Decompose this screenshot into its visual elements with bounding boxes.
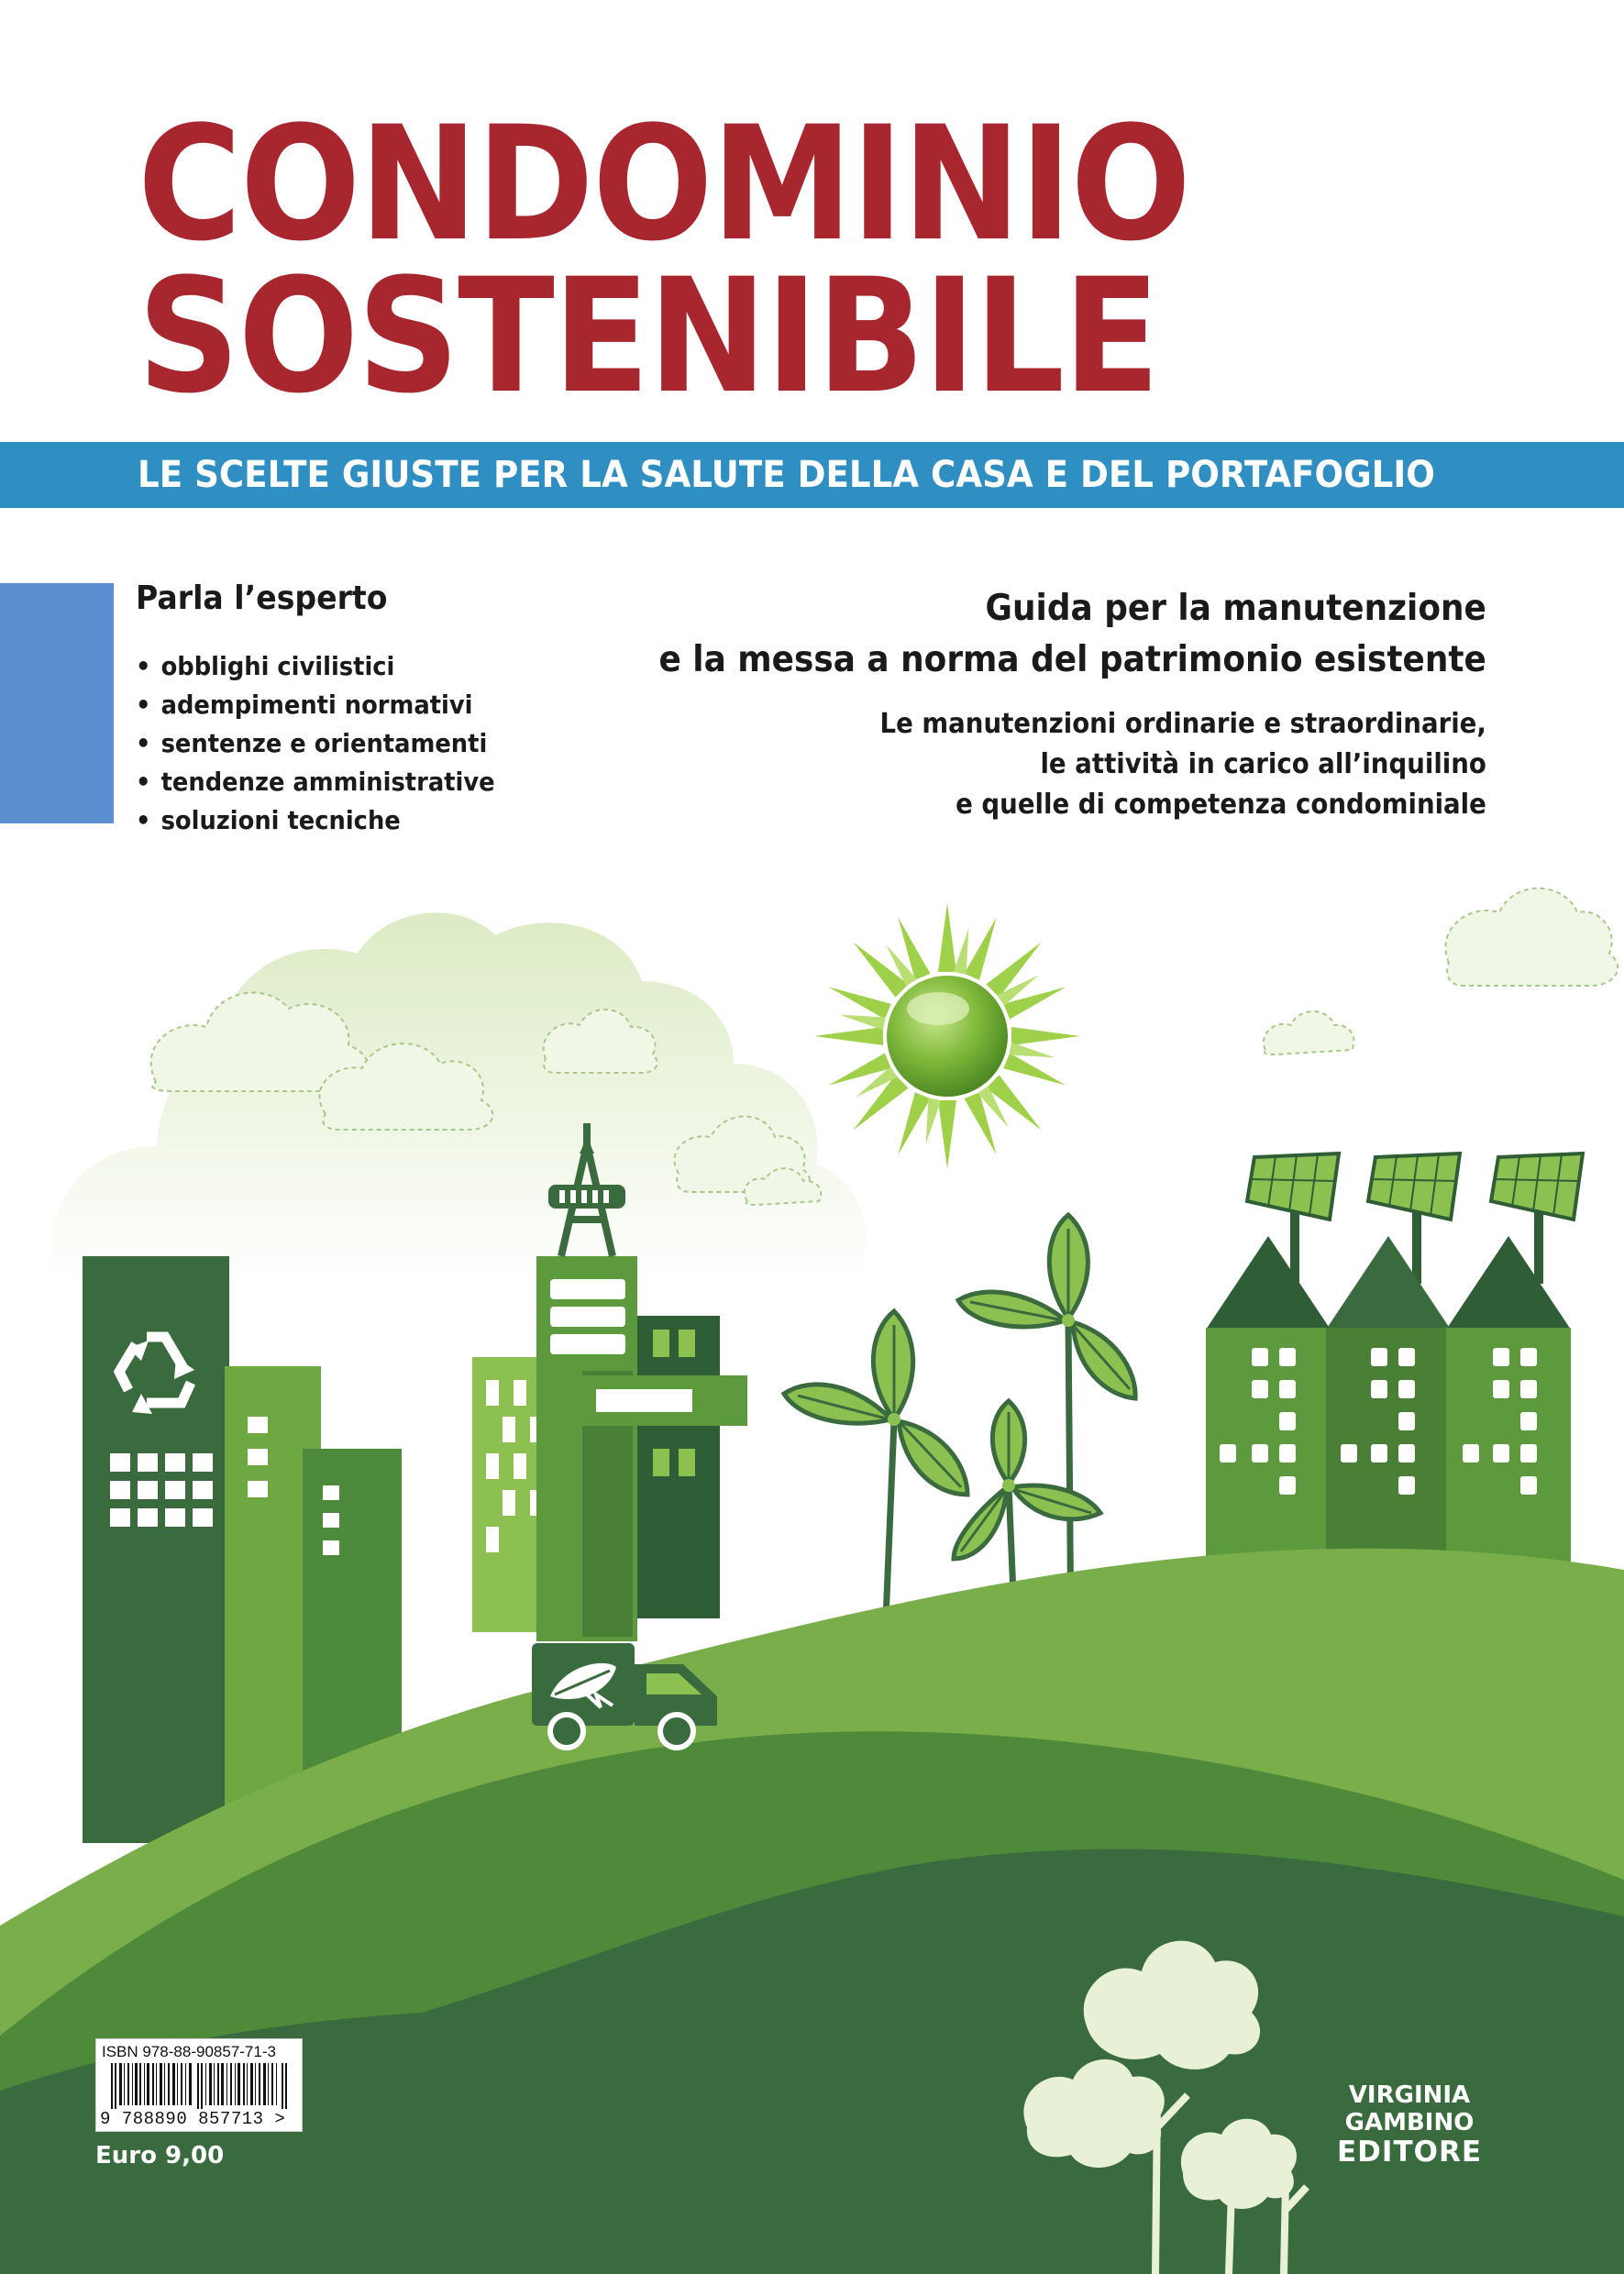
publisher-logo [1331, 2081, 1487, 2168]
solar-panel-icon [1247, 1154, 1583, 1220]
guide-line-1: Guida per la manutenzione [985, 588, 1486, 629]
guide-sub-line-3: e quelle di competenza condominiale [956, 789, 1486, 821]
cover-title [138, 92, 1190, 428]
isbn-digits: 9 788890 857713 > [100, 2109, 286, 2129]
expert-topics-list [136, 647, 495, 840]
subtitle-band [0, 442, 1624, 508]
guide-sub-line-1: Le manutenzioni ordinarie e straordinarie, [879, 708, 1486, 740]
subtitle-text: LE SCELTE GIUSTE PER LA SALUTE DELLA CASA E DEL PORTAFOGLIO [138, 454, 1435, 496]
expert-heading: Parla l’esperto [136, 580, 388, 617]
list-item: • soluzioni tecniche [136, 801, 495, 840]
solar-houses [1206, 1154, 1583, 1603]
barcode [111, 2063, 289, 2109]
blue-side-tab [0, 583, 114, 823]
publisher-line-1: VIRGINIA [1348, 2081, 1471, 2109]
price-label: Euro 9,00 [95, 2142, 225, 2169]
title-line-1: CONDOMINIO [138, 92, 1190, 276]
list-item: • tendenze amministrative [136, 763, 495, 801]
guide-line-2: e la messa a norma del patrimonio esistente [658, 639, 1486, 680]
list-item: • obblighi civilistici [136, 647, 495, 686]
publisher-line-3: EDITORE [1337, 2136, 1482, 2169]
list-item: • sentenze e orientamenti [136, 724, 495, 763]
isbn-label: ISBN 978-88-90857-71-3 [102, 2043, 276, 2060]
isbn-barcode-box [95, 2038, 303, 2132]
title-line-2: SOSTENIBILE [138, 244, 1159, 428]
guide-sub-line-2: le attività in carico all’inquilino [1040, 748, 1486, 780]
guide-description [659, 583, 1486, 825]
guide-subtext [659, 704, 1486, 825]
list-item: • adempimenti normativi [136, 686, 495, 724]
publisher-line-2: GAMBINO [1344, 2109, 1475, 2136]
